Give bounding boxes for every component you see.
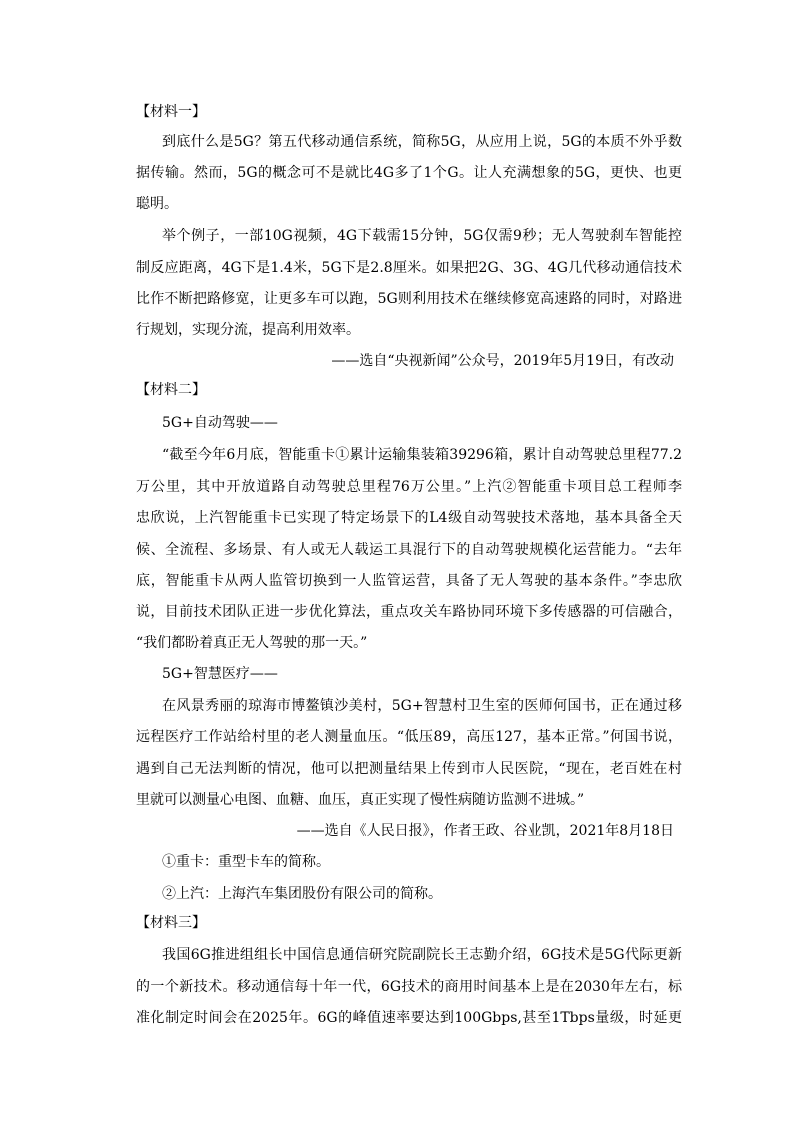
material-3-p1-line: 我国6G推进组组长中国信息通信研究院副院长王志勤介绍，6G技术是5G代际更新 xyxy=(162,947,682,963)
material-2-p1-line: 底，智能重卡从两人监管切换到一人监管运营，具备了无人驾驶的基本条件。”李忠欣 xyxy=(136,573,682,589)
material-1-p1-line: 据传输。然而，5G的概念可不是就比4G多了1个G。让人充满想象的5G，更快、也更 xyxy=(136,165,682,181)
material-2-p1-line: 万公里，其中开放道路自动驾驶总里程76万公里。”上汽②智能重卡项目总工程师李 xyxy=(136,479,682,495)
material-2-p1-line: “截至今年6月底，智能重卡①累计运输集装箱39296箱，累计自动驾驶总里程77.2 xyxy=(162,447,682,463)
material-2-p1-line: 候、全流程、多场景、有人或无人载运工具混行下的自动驾驶规模化运营能力。“去年 xyxy=(136,542,682,558)
material-2-p2-line: 遇到自己无法判断的情况，他可以把测量结果上传到市人民医院，“现在，老百姓在村 xyxy=(136,761,682,777)
material-1-p1-line: 聪明。 xyxy=(136,196,178,212)
material-1-p2-line: 举个例子，一部10G视频，4G下载需15分钟，5G仅需9秒；无人驾驶刹车智能控 xyxy=(162,228,682,244)
material-3-p1-line: 的一个新技术。移动通信每十年一代，6G技术的商用时间基本上是在2030年左右，标 xyxy=(136,979,682,995)
material-1-p2-line: 比作不断把路修宽，让更多车可以跑，5G则利用技术在继续修宽高速路的同时，对路进 xyxy=(136,291,682,307)
footnote-2: ②上汽：上海汽车集团股份有限公司的简称。 xyxy=(162,886,442,902)
material-2-p2-line: 里就可以测量心电图、血糖、血压，真正实现了慢性病随访监测不进城。” xyxy=(136,792,585,808)
material-2-p1-line: “我们都盼着真正无人驾驶的那一天。” xyxy=(136,635,368,651)
material-2-p1-line: 说，目前技术团队正进一步优化算法，重点攻关车路协同环境下多传感器的可信融合， xyxy=(136,604,682,620)
material-3-heading: 【材料三】 xyxy=(136,915,206,931)
material-2-source: ——选自《人民日报》，作者王政、谷业凯，2021年8月18日 xyxy=(296,823,674,839)
material-2-subtitle-driving: 5G+自动驾驶—— xyxy=(162,415,278,431)
material-2-heading: 【材料二】 xyxy=(136,382,206,398)
material-1-heading: 【材料一】 xyxy=(136,104,206,120)
material-1-p1-line: 到底什么是5G？第五代移动通信系统，简称5G，从应用上说，5G的本质不外乎数 xyxy=(162,134,682,150)
material-2-p2-line: 远程医疗工作站给村里的老人测量血压。“低压89，高压127，基本正常。”何国书说， xyxy=(136,729,682,745)
footnote-1: ①重卡：重型卡车的简称。 xyxy=(162,854,330,870)
material-2-p1-line: 忠欣说，上汽智能重卡已实现了特定场景下的L4级自动驾驶技术落地，基本具备全天 xyxy=(136,510,682,526)
material-2-p2-line: 在风景秀丽的琼海市博鳌镇沙美村，5G+智慧村卫生室的医师何国书，正在通过移 xyxy=(162,698,682,714)
material-2-subtitle-medical: 5G+智慧医疗—— xyxy=(162,666,278,682)
material-1-source: ——选自“央视新闻”公众号，2019年5月19日，有改动 xyxy=(331,353,674,369)
material-1-p2-line: 行规划，实现分流，提高利用效率。 xyxy=(136,322,360,338)
material-3-p1-line: 准化制定时间会在2025年。6G的峰值速率要达到100Gbps,甚至1Tbps量级，时延更 xyxy=(136,1010,682,1026)
material-1-p2-line: 制反应距离，4G下是1.4米，5G下是2.8厘米。如果把2G、3G、4G几代移动通信技术 xyxy=(136,260,682,276)
